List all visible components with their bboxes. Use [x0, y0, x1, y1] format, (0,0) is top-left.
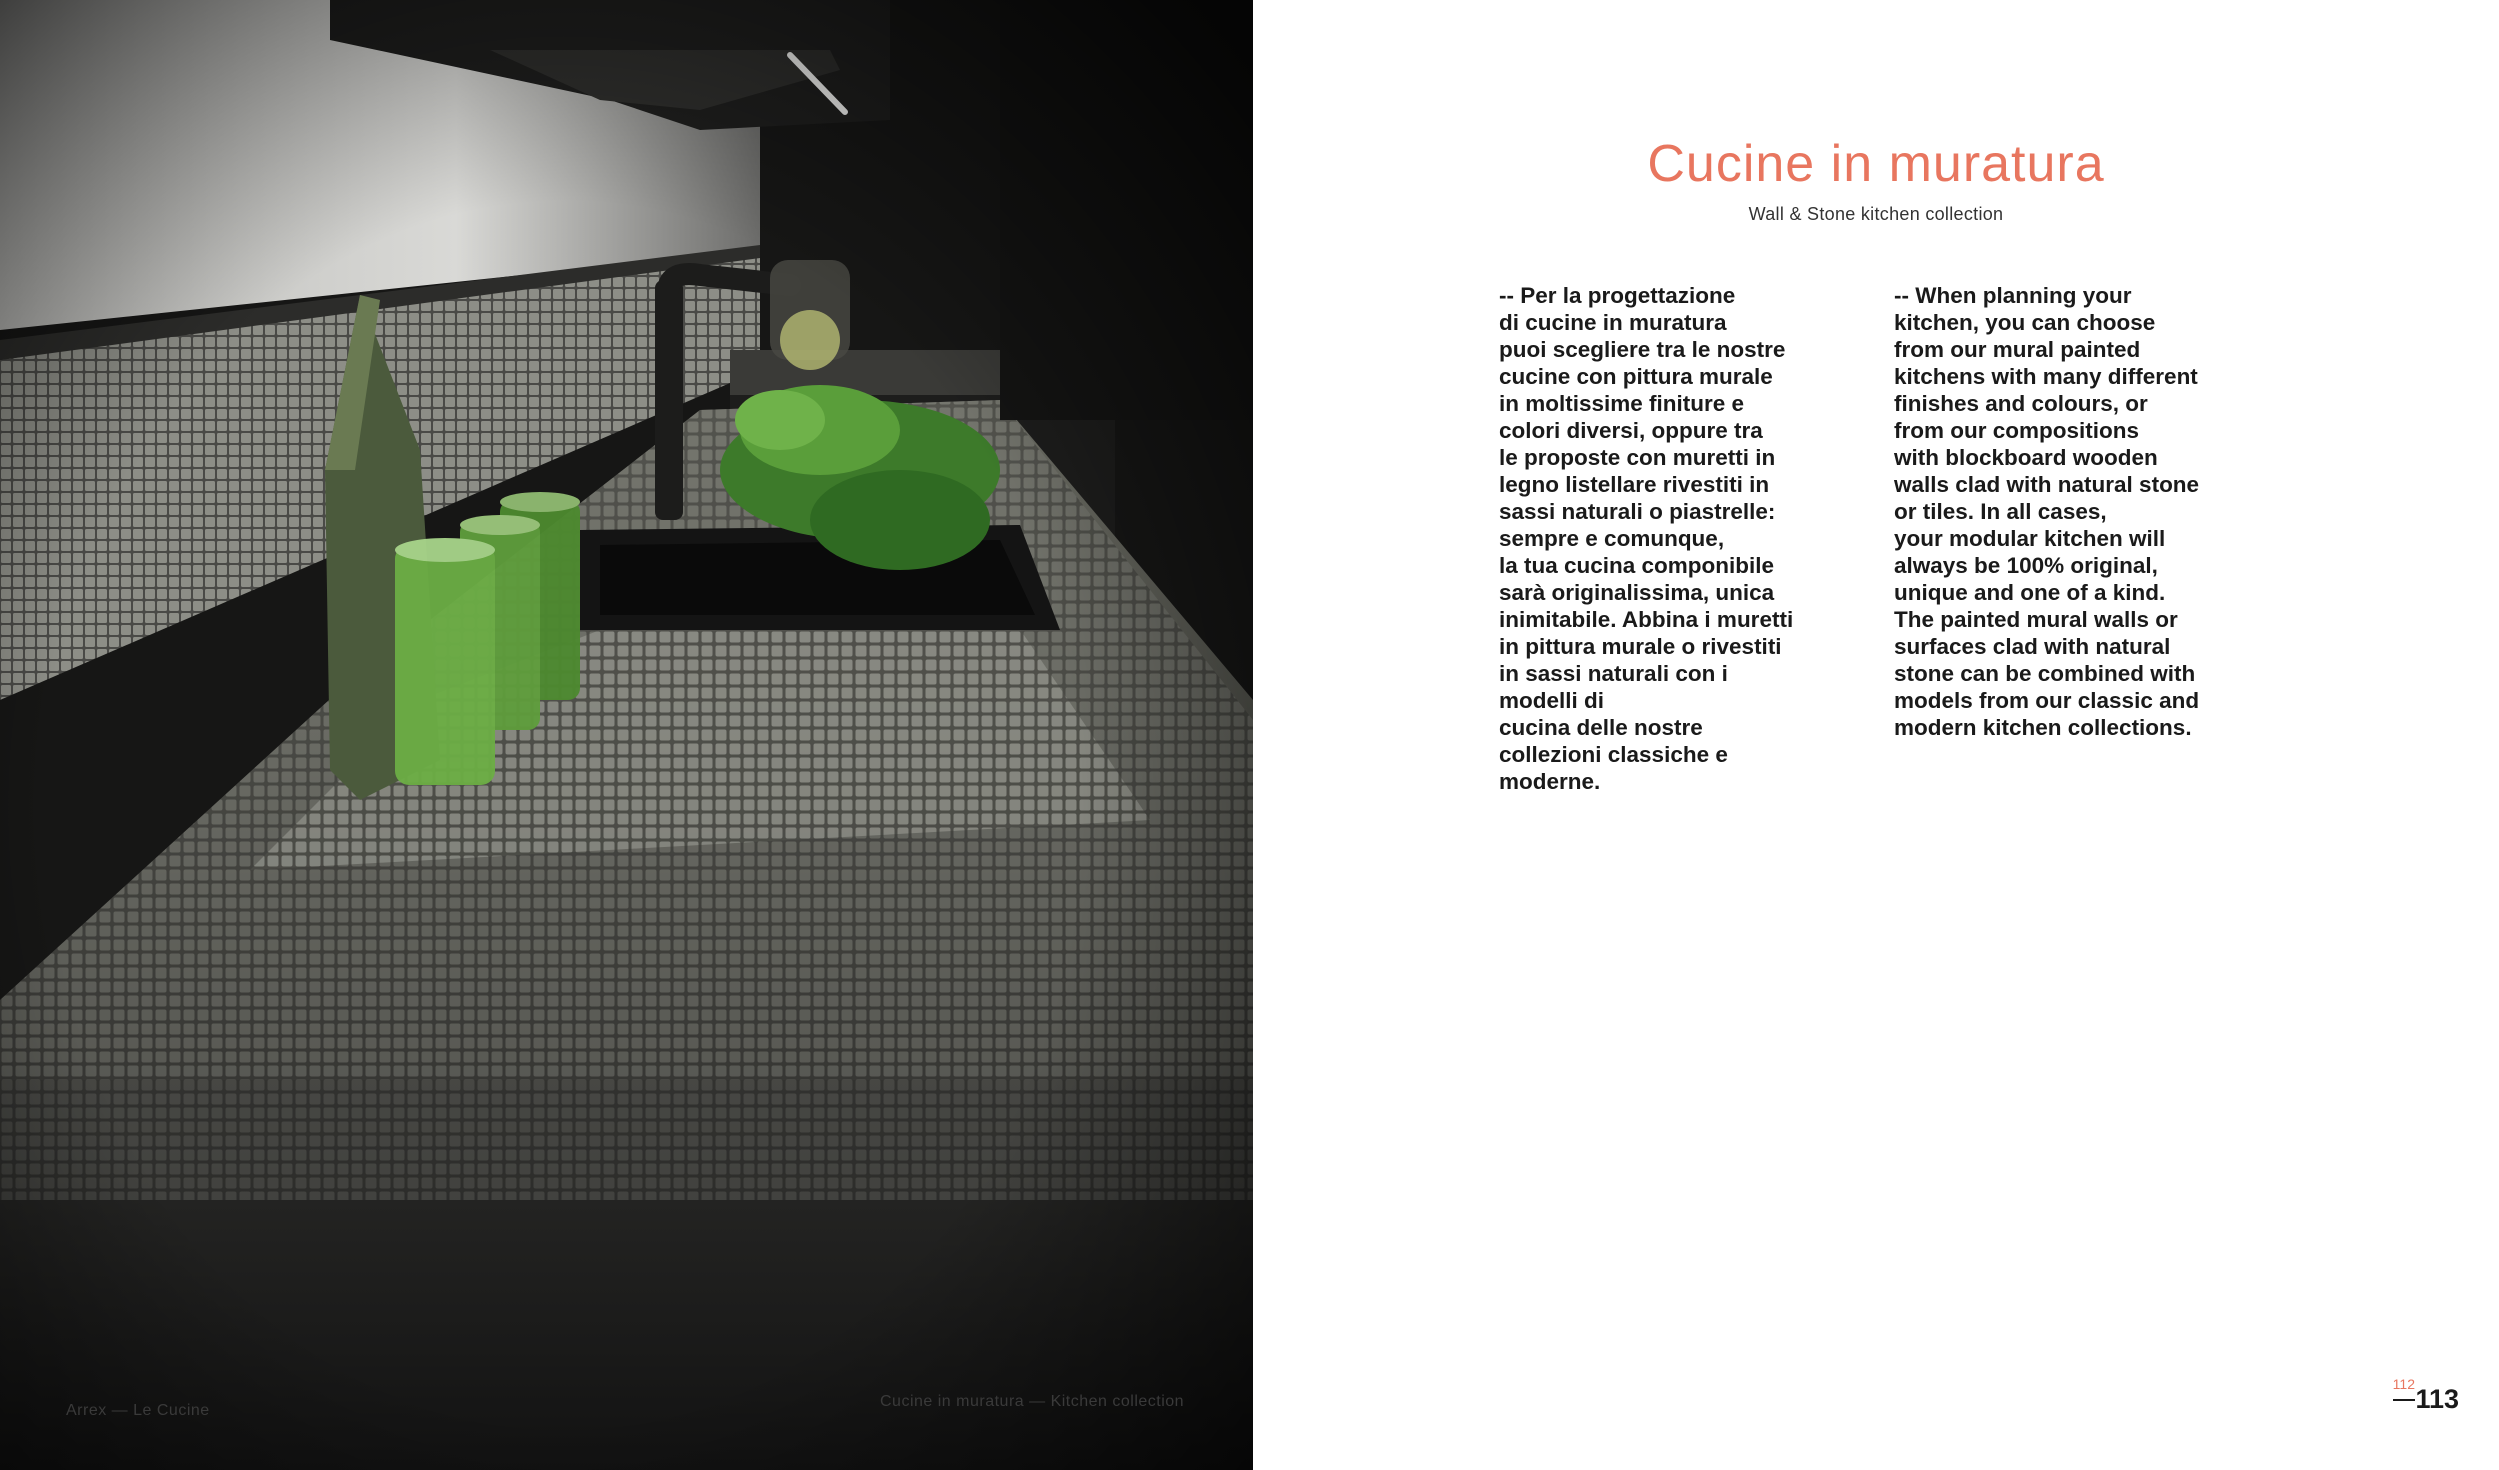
- page-title: Cucine in muratura: [1647, 135, 2105, 193]
- photo-footer-brand: Arrex — Le Cucine: [66, 1402, 210, 1419]
- page-numbers: [2339, 1376, 2459, 1416]
- page-number-right: 113: [2415, 1384, 2459, 1414]
- english-text-column: -- When planning your kitchen, you can choose from our mural painted kitchens with many different finishes and colours, or from our compositions with blockboard wooden walls clad with natural stone or tiles. In all cases, your modular kitchen will always be 100% original, unique and one of a kind. The painted mural walls or surfaces clad with natural stone can be combined with models from our classic and modern kitchen collections.: [1894, 283, 2200, 740]
- page-number-left: 112: [2392, 1376, 2415, 1392]
- text-page: [1253, 0, 2499, 1470]
- italian-text-column: -- Per la progettazione di cucine in muratura puoi scegliere tra le nostre cucine con pittura murale in moltissime finiture e colori diversi, oppure tra le proposte con muretti in legno listellare rivestiti in sassi naturali o piastrelle: sempre e comunque, la tua cucina componibile sarà originalissima, unica inimitabile. Abbina i muretti in pittura murale o rivestiti in sassi naturali con i modelli di cucina delle nostre collezioni classiche e moderne.: [1499, 283, 1794, 794]
- photo-footer-collection: Cucine in muratura — Kitchen collection: [880, 1393, 1185, 1410]
- page-subtitle: Wall & Stone kitchen collection: [1748, 204, 2004, 224]
- page-number-divider: [2393, 1399, 2415, 1401]
